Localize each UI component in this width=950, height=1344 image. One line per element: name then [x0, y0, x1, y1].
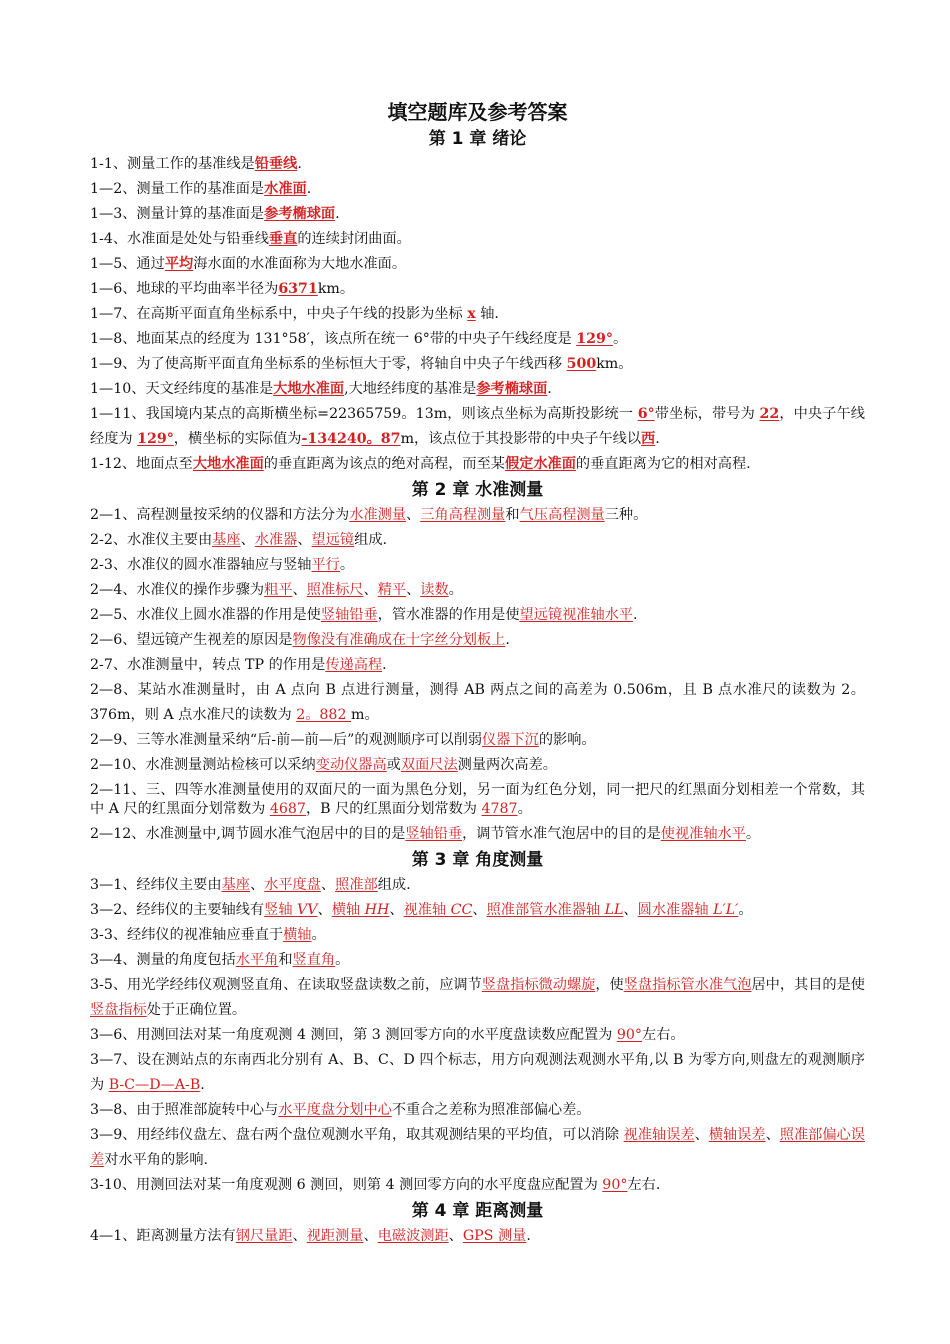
question-text: 处于正确位置。 — [146, 1002, 247, 1018]
question-text: 1-4、水准面是处处与铅垂线 — [90, 231, 269, 247]
answer-text: 平行 — [311, 557, 340, 573]
answer-text: 望远镜 — [311, 532, 355, 548]
question-item — [90, 873, 865, 898]
question-text: . — [200, 1077, 205, 1093]
question-text: 的垂直距离为该点的绝对高程，而至某 — [263, 456, 505, 472]
answer-text: 三角高程测量 — [420, 507, 506, 523]
answer-text: 照准标尺 — [306, 582, 364, 598]
question-item — [90, 728, 865, 753]
question-item — [90, 923, 865, 948]
answer-text: GPS 测量 — [462, 1228, 527, 1244]
question-text: 3—1、经纬仪主要由 — [90, 877, 222, 893]
answer-text: 竖盘指标管水准气泡 — [623, 977, 752, 993]
question-text: 、 — [765, 1127, 780, 1143]
question-text: ,大地经纬度的基准是 — [344, 381, 477, 397]
question-item — [90, 227, 865, 252]
question-text: . — [655, 431, 660, 447]
answer-text: 竖轴铅垂 — [320, 607, 378, 623]
question-text: 、 — [240, 532, 255, 548]
question-text: 对水平角的影响. — [104, 1152, 209, 1168]
question-text: . — [306, 181, 312, 197]
question-text: 组成. — [354, 532, 388, 548]
question-text: . — [505, 632, 510, 648]
answer-text: 水平度盘 — [264, 877, 321, 893]
answer-text: 大地水准面 — [273, 381, 345, 397]
answer-text: CC — [450, 902, 473, 918]
question-item — [90, 898, 865, 923]
question-text: 、 — [297, 532, 312, 548]
question-text: 1—7、在高斯平面直角坐标系中，中央子午线的投影为坐标 — [90, 306, 468, 322]
question-text: 。 — [612, 331, 628, 347]
question-text: . — [382, 657, 387, 673]
answer-text: 水平度盘分划中心 — [278, 1102, 392, 1118]
answer-text: 读数 — [420, 582, 449, 598]
answer-text: 129° — [576, 331, 613, 347]
question-text: 1-12、地面点至 — [90, 456, 193, 472]
question-text: 3-3、经纬仪的视准轴应垂直于 — [90, 927, 284, 943]
question-text: 3—9、用经纬仪盘左、盘右两个盘位观测水平角，取其观测结果的平均值，可以消除 — [90, 1127, 624, 1143]
question-text: ，横坐标的实际值为 — [173, 431, 302, 447]
question-text: 轴. — [475, 306, 499, 322]
answer-text: 横轴 — [283, 927, 312, 943]
answer-text: 圆水准器轴 — [637, 902, 714, 918]
question-text: 3-5、用光学经纬仪观测竖直角、在读取竖盘读数之前，应调节 — [90, 977, 482, 993]
question-item — [90, 377, 865, 402]
question-item — [90, 202, 865, 227]
question-text: 2-2、水准仪主要由 — [90, 532, 213, 548]
question-text: 组成. — [377, 877, 411, 893]
answer-text: 视距测量 — [306, 1228, 364, 1244]
question-text: 左右。 — [642, 1027, 685, 1043]
question-text: 。 — [448, 582, 463, 598]
question-text: 2-7、水准测量中，转点 TP 的作用是 — [90, 657, 326, 673]
question-text: . — [526, 1228, 531, 1244]
question-text: ，管水准器的作用是使 — [377, 607, 520, 623]
question-text: 、 — [317, 902, 332, 918]
answer-text: 照准部 — [335, 877, 378, 893]
answer-text: 500 — [566, 356, 597, 372]
question-item — [90, 1224, 865, 1249]
question-text: 居中，其目的是使 — [751, 977, 865, 993]
question-text: 的连续封闭曲面。 — [297, 231, 411, 247]
question-item — [90, 553, 865, 578]
question-item — [90, 781, 865, 819]
answer-text: 气压高程测量 — [519, 507, 605, 523]
question-text: 带坐标，带号为 — [654, 406, 760, 422]
question-text: . — [633, 607, 638, 623]
question-text: 的垂直距离为它的相对高程. — [575, 456, 751, 472]
answer-text: 钢尺量距 — [235, 1228, 293, 1244]
question-text: 1—2、测量工作的基准面是 — [90, 181, 265, 197]
answer-text: 水准器 — [254, 532, 298, 548]
question-text: 2-3、水准仪的圆水准器轴应与竖轴 — [90, 557, 312, 573]
question-text: 、 — [472, 902, 487, 918]
question-text: 三种。 — [604, 507, 648, 523]
question-text: 2—5、水准仪上圆水准器的作用是使 — [90, 607, 321, 623]
question-text: 。 — [517, 801, 532, 817]
document-content — [90, 98, 865, 1249]
answer-text: 竖盘指标微动螺旋 — [481, 977, 596, 993]
question-text: 3—8、由于照准部旋转中心与 — [90, 1102, 279, 1118]
answer-text: 大地水准面 — [192, 456, 264, 472]
question-text: 和 — [505, 507, 520, 523]
question-text: 3-10、用测回法对某一角度观测 6 测回，则第 4 测回零方向的水平度盘应配置为 — [90, 1177, 603, 1193]
question-item — [90, 1173, 865, 1198]
answer-text: 照准部偏心误差 — [90, 1127, 865, 1168]
question-item — [90, 252, 865, 277]
answer-text: 电磁波测距 — [377, 1228, 449, 1244]
question-item — [90, 1123, 865, 1173]
question-text: 、 — [363, 1228, 378, 1244]
question-text: 1—9、为了使高斯平面直角坐标系的坐标恒大于零，将轴自中央子午线西移 — [90, 356, 567, 372]
answer-text: 6371 — [278, 281, 318, 297]
question-text: 。 — [335, 952, 350, 968]
question-text: 。 — [339, 557, 355, 573]
chapter-list — [90, 126, 865, 1249]
answer-text: 垂直 — [268, 231, 298, 247]
question-text: 1—3、测量计算的基准面是 — [90, 206, 265, 222]
question-text: . — [335, 206, 340, 222]
question-item — [90, 327, 865, 352]
answer-text: 竖直角 — [292, 952, 336, 968]
answer-text: 变动仪器高 — [315, 757, 387, 773]
question-item — [90, 753, 865, 778]
answer-text: 仪器下沉 — [482, 732, 539, 748]
question-item — [90, 152, 865, 177]
answer-text: 传递高程 — [325, 657, 383, 673]
answer-text: 物像没有准确成在十字丝分划板上 — [292, 632, 506, 648]
question-item — [90, 822, 865, 847]
answer-text: x — [467, 306, 476, 322]
question-text: 1—8、地面某点的经度为 131°58′，该点所在统一 6°带的中央子午线经度是 — [90, 331, 577, 347]
answer-text: 竖轴 — [264, 902, 298, 918]
answer-text: 双面尺法 — [400, 757, 458, 773]
question-text: 2—11、三、四等水准测量使用的双面尺的一面为黑色分划，另一面为红色分划，同一把尺的红黑面分划相差一个常数，其中 A 尺的红黑面分划常数为 — [90, 782, 865, 817]
question-text: km。 — [596, 356, 633, 372]
question-text: 、 — [406, 582, 421, 598]
question-item — [90, 948, 865, 973]
answer-text: 西 — [641, 431, 656, 447]
answer-text: B-C—D—A-B — [108, 1077, 201, 1093]
question-text: 2—10、水准测量测站检核可以采纳 — [90, 757, 316, 773]
answer-text: 平均 — [164, 256, 194, 272]
answer-text: 4787 — [481, 801, 518, 817]
question-text: 4—1、距离测量方法有 — [90, 1228, 236, 1244]
answer-text: 水平角 — [235, 952, 279, 968]
question-text: 3—2、经纬仪的主要轴线有 — [90, 902, 265, 918]
answer-text: 使视准轴水平 — [660, 826, 746, 842]
question-text: km。 — [317, 281, 355, 297]
question-item — [90, 402, 865, 452]
question-text: 3—6、用测回法对某一角度观测 4 测回，第 3 测回零方向的水平度盘读数应配置为 — [90, 1027, 617, 1043]
question-text: 1—5、通过 — [90, 256, 165, 272]
question-text: 、 — [389, 902, 404, 918]
chapter-heading: 第 2 章 水准测量 — [411, 480, 544, 500]
answer-text: 参考椭球面 — [264, 206, 336, 222]
answer-text: 水准面 — [264, 181, 307, 197]
chapter-heading: 第 4 章 距离测量 — [411, 1201, 544, 1221]
question-text: 2—1、高程测量按采纳的仪器和方法分为 — [90, 507, 350, 523]
question-text: 。 — [738, 902, 753, 918]
question-text: . — [297, 156, 302, 172]
answer-text: 望远镜视准轴水平 — [519, 607, 634, 623]
question-text: 、 — [292, 582, 307, 598]
question-item — [90, 277, 865, 302]
question-text: 2—8、某站水准测量时，由 A 点向 B 点进行测量，测得 AB 两点之间的高差为 0.506m，且 B 点水准尺的读数为 2。376m，则 A 点水准尺的读数为 — [90, 682, 865, 723]
answer-text: 横轴 — [331, 902, 365, 918]
question-text: 不重合之差称为照准部偏心差。 — [391, 1102, 591, 1118]
answer-text: L′L′ — [713, 902, 739, 918]
question-item — [90, 603, 865, 628]
answer-text: 90° — [602, 1177, 628, 1193]
answer-text: HH — [364, 902, 390, 918]
question-text: m，该点位于其投影带的中央子午线以 — [400, 431, 642, 447]
question-item — [90, 1023, 865, 1048]
question-text: 1—6、地球的平均曲率半径为 — [90, 281, 279, 297]
chapter-heading: 第 1 章 绪论 — [428, 129, 527, 149]
question-item — [90, 452, 865, 477]
answer-text: 参考椭球面 — [476, 381, 548, 397]
question-text: 、 — [694, 1127, 709, 1143]
answer-text: VV — [297, 902, 318, 918]
question-text: ，B 尺的红黑面分划常数为 — [305, 801, 482, 817]
question-text: 2—4、水准仪的操作步骤为 — [90, 582, 265, 598]
answer-text: 90° — [616, 1027, 643, 1043]
answer-text: 横轴误差 — [708, 1127, 766, 1143]
question-item — [90, 973, 865, 1023]
question-item — [90, 653, 865, 678]
answer-text: 4687 — [269, 801, 306, 817]
question-text: 、 — [448, 1228, 463, 1244]
question-text: 或 — [386, 757, 401, 773]
answer-text: 水准测量 — [349, 507, 407, 523]
question-item — [90, 678, 865, 728]
answer-text: 129° — [137, 431, 174, 447]
question-item — [90, 1098, 865, 1123]
question-text: 2—12、水准测量中,调节圆水准气泡居中的目的是 — [90, 826, 406, 842]
answer-text: 照准部管水准器轴 — [486, 902, 605, 918]
answer-text: 铅垂线 — [254, 156, 298, 172]
question-text: 、 — [623, 902, 638, 918]
answer-text: 视准轴误差 — [623, 1127, 695, 1143]
question-text: 测量两次高差。 — [457, 757, 557, 773]
answer-text: 2。882 — [296, 707, 351, 723]
answer-text: 22 — [759, 406, 780, 422]
question-item — [90, 352, 865, 377]
answer-text: 6° — [637, 406, 655, 422]
chapter-heading: 第 3 章 角度测量 — [411, 850, 544, 870]
question-text: 、 — [320, 877, 336, 893]
question-text: ，调节管水准气泡居中的目的是 — [462, 826, 661, 842]
question-text: ，中央子午线经度为 — [90, 406, 865, 447]
question-text: 的影响。 — [538, 732, 596, 748]
question-text: 、 — [292, 1228, 307, 1244]
question-item — [90, 503, 865, 528]
answer-text: 视准轴 — [403, 902, 451, 918]
answer-text: 基座 — [212, 532, 241, 548]
question-text: 海水面的水准面称为大地水准面。 — [193, 256, 407, 272]
answer-text: 假定水准面 — [504, 456, 576, 472]
answer-text: 粗平 — [264, 582, 293, 598]
question-text: 3—4、测量的角度包括 — [90, 952, 236, 968]
document-title: 填空题库及参考答案 — [387, 100, 568, 124]
question-text: 和 — [278, 952, 293, 968]
question-item — [90, 628, 865, 653]
question-text: 1—10、天文经纬度的基准是 — [90, 381, 274, 397]
question-text: 、 — [406, 507, 421, 523]
answer-text: 基座 — [221, 877, 250, 893]
answer-text: LL — [604, 902, 624, 918]
question-item — [90, 528, 865, 553]
question-text: 1-1、测量工作的基准线是 — [90, 156, 255, 172]
question-text: 2—6、望远镜产生视差的原因是 — [90, 632, 293, 648]
question-text: m。 — [351, 707, 379, 723]
question-item — [90, 302, 865, 327]
question-text: 。 — [745, 826, 761, 842]
question-text: 、 — [363, 582, 378, 598]
question-text: 1—11、我国境内某点的高斯横坐标=22365759。13m，则该点坐标为高斯投影统一 — [90, 406, 638, 422]
question-item — [90, 1048, 865, 1098]
answer-text: -134240。87 — [301, 431, 401, 447]
question-text: 、 — [249, 877, 265, 893]
question-item — [90, 578, 865, 603]
question-item — [90, 177, 865, 202]
answer-text: 竖轴铅垂 — [405, 826, 463, 842]
answer-text: 精平 — [377, 582, 407, 598]
question-text: 。 — [311, 927, 326, 943]
question-text: 3—7、设在测站点的东南西北分别有 A、B、C、D 四个标志，用方向观测法观测水平角,以 B 为零方向,则盘左的观测顺序为 — [90, 1052, 865, 1093]
question-text: ，使 — [595, 977, 624, 993]
question-text: 2—9、三等水准测量采纳“后-前—前—后”的观测顺序可以削弱 — [90, 732, 483, 748]
question-text: 左右. — [627, 1177, 661, 1193]
answer-text: 竖盘指标 — [90, 1002, 147, 1018]
question-text: . — [547, 381, 552, 397]
